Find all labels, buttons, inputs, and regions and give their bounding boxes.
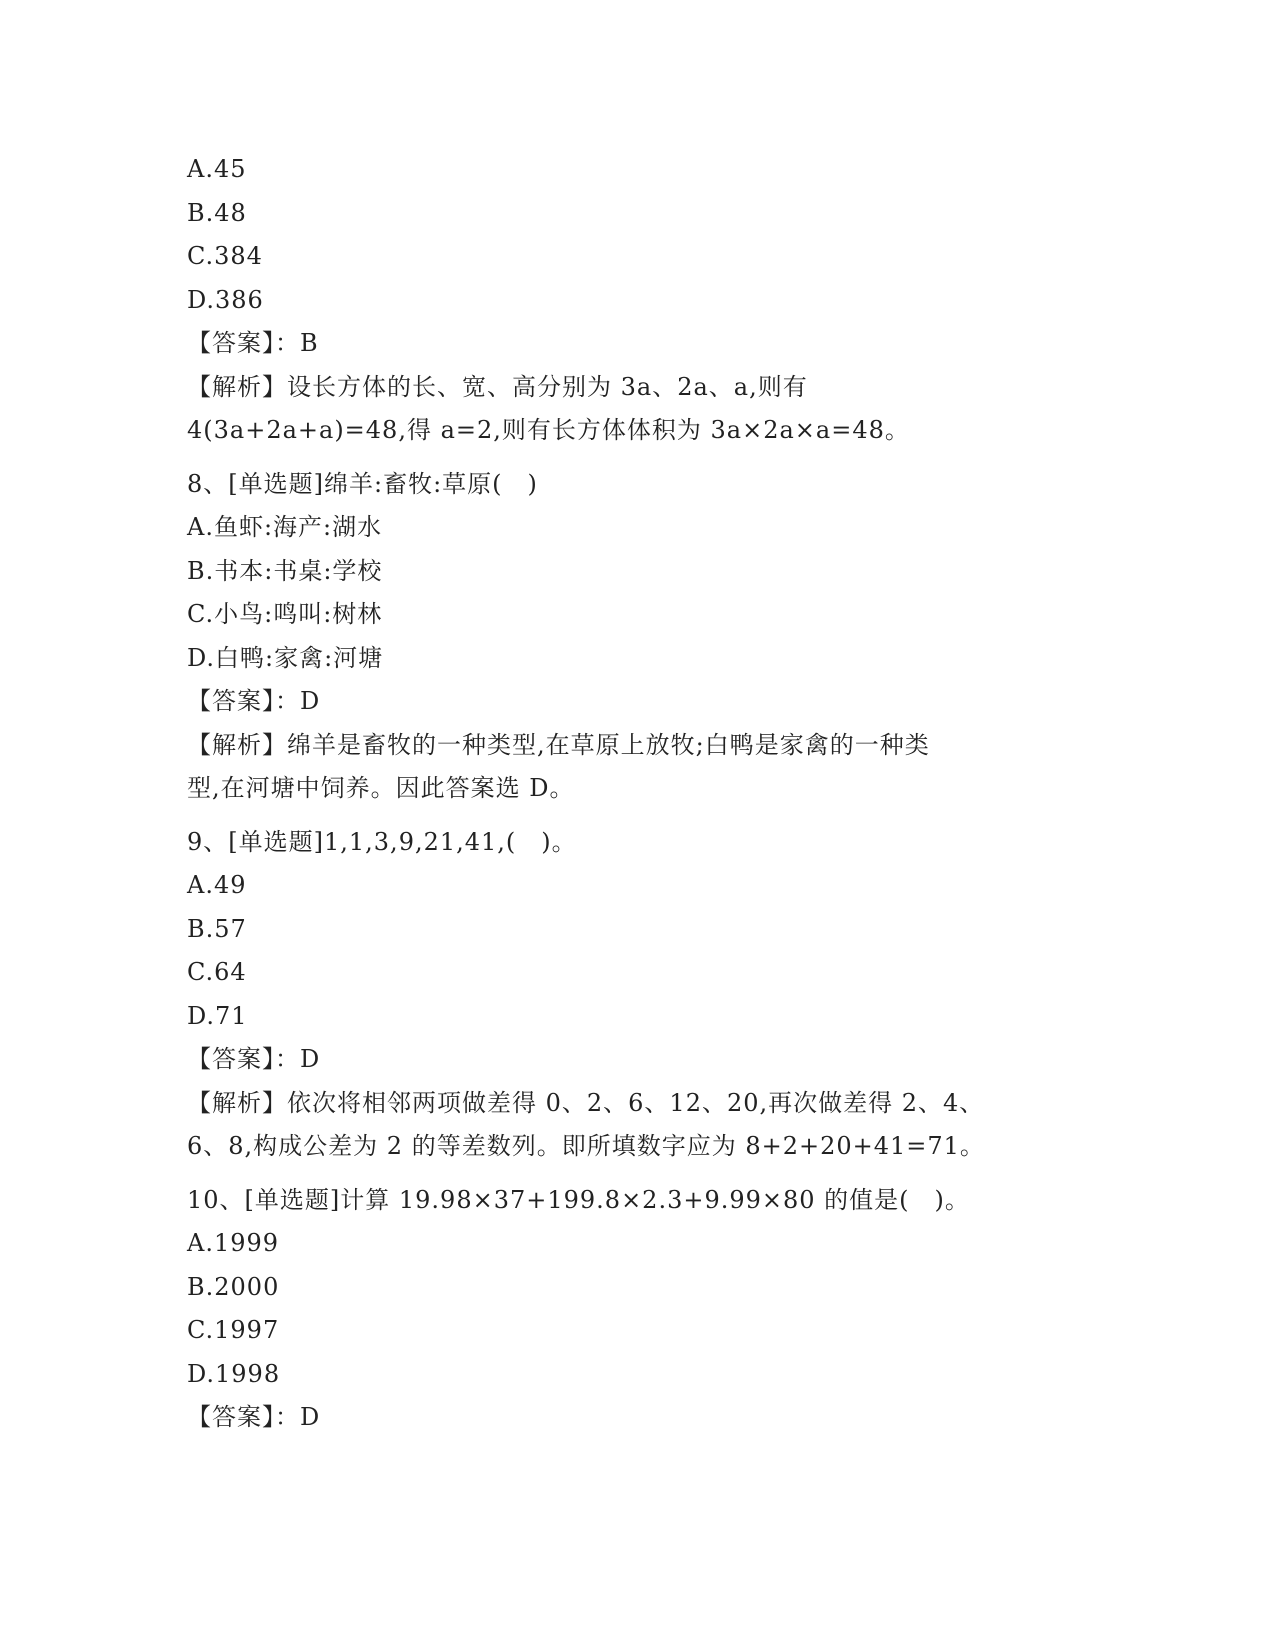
q10-title: 10、[单选题]计算 19.98×37+199.8×2.3+9.99×80 的值是( )。 [187, 1185, 970, 1214]
q7-option-c: C.384 [187, 242, 263, 270]
question-10-block [187, 1179, 1067, 1440]
q9-option-a: A.49 [187, 871, 247, 899]
q9-option-c: C.64 [187, 958, 247, 986]
q7-option-a: A.45 [187, 155, 247, 183]
question-7-block [187, 148, 1067, 453]
q10-option-b: B.2000 [187, 1272, 280, 1301]
q7-option-d: D.386 [187, 285, 264, 314]
q9-analysis-line-1: 【解析】依次将相邻两项做差得 0、2、6、12、20,再次做差得 2、4、 [187, 1088, 985, 1117]
q8-answer: 【答案】：D [187, 687, 321, 715]
q8-analysis-line-1: 【解析】绵羊是畜牧的一种类型,在草原上放牧;白鸭是家禽的一种类 [187, 730, 930, 759]
spacer [187, 453, 1067, 463]
page-content [187, 148, 1067, 1440]
q9-answer: 【答案】：D [187, 1045, 321, 1073]
q10-option-a: A.1999 [187, 1229, 280, 1257]
spacer [187, 1169, 1067, 1179]
q7-answer: 【答案】：B [187, 329, 319, 357]
spacer [187, 811, 1067, 821]
q9-title: 9、[单选题]1,1,3,9,21,41,( )。 [187, 827, 577, 856]
q7-analysis-line-1: 【解析】设长方体的长、宽、高分别为 3a、2a、a,则有 [187, 372, 808, 401]
q10-option-c: C.1997 [187, 1316, 280, 1344]
q8-analysis-line-2: 型,在河塘中饲养。因此答案选 D。 [187, 774, 575, 802]
question-9-block [187, 821, 1067, 1169]
q10-answer: 【答案】：D [187, 1403, 321, 1431]
q9-option-d: D.71 [187, 1001, 248, 1030]
q7-analysis-line-2: 4(3a+2a+a)=48,得 a=2,则有长方体体积为 3a×2a×a=48。 [187, 416, 910, 444]
q7-option-b: B.48 [187, 198, 247, 227]
q10-option-d: D.1998 [187, 1359, 281, 1388]
q9-option-b: B.57 [187, 914, 247, 943]
q8-option-a: A.鱼虾:海产:湖水 [187, 513, 383, 541]
q8-option-d: D.白鸭:家禽:河塘 [187, 643, 384, 672]
q8-option-c: C.小鸟:鸣叫:树林 [187, 600, 383, 628]
q9-analysis-line-2: 6、8,构成公差为 2 的等差数列。即所填数字应为 8+2+20+41=71。 [187, 1132, 985, 1160]
q8-title: 8、[单选题]绵羊:畜牧:草原( ) [187, 469, 538, 498]
question-8-block [187, 463, 1067, 811]
q8-option-b: B.书本:书桌:学校 [187, 556, 383, 585]
